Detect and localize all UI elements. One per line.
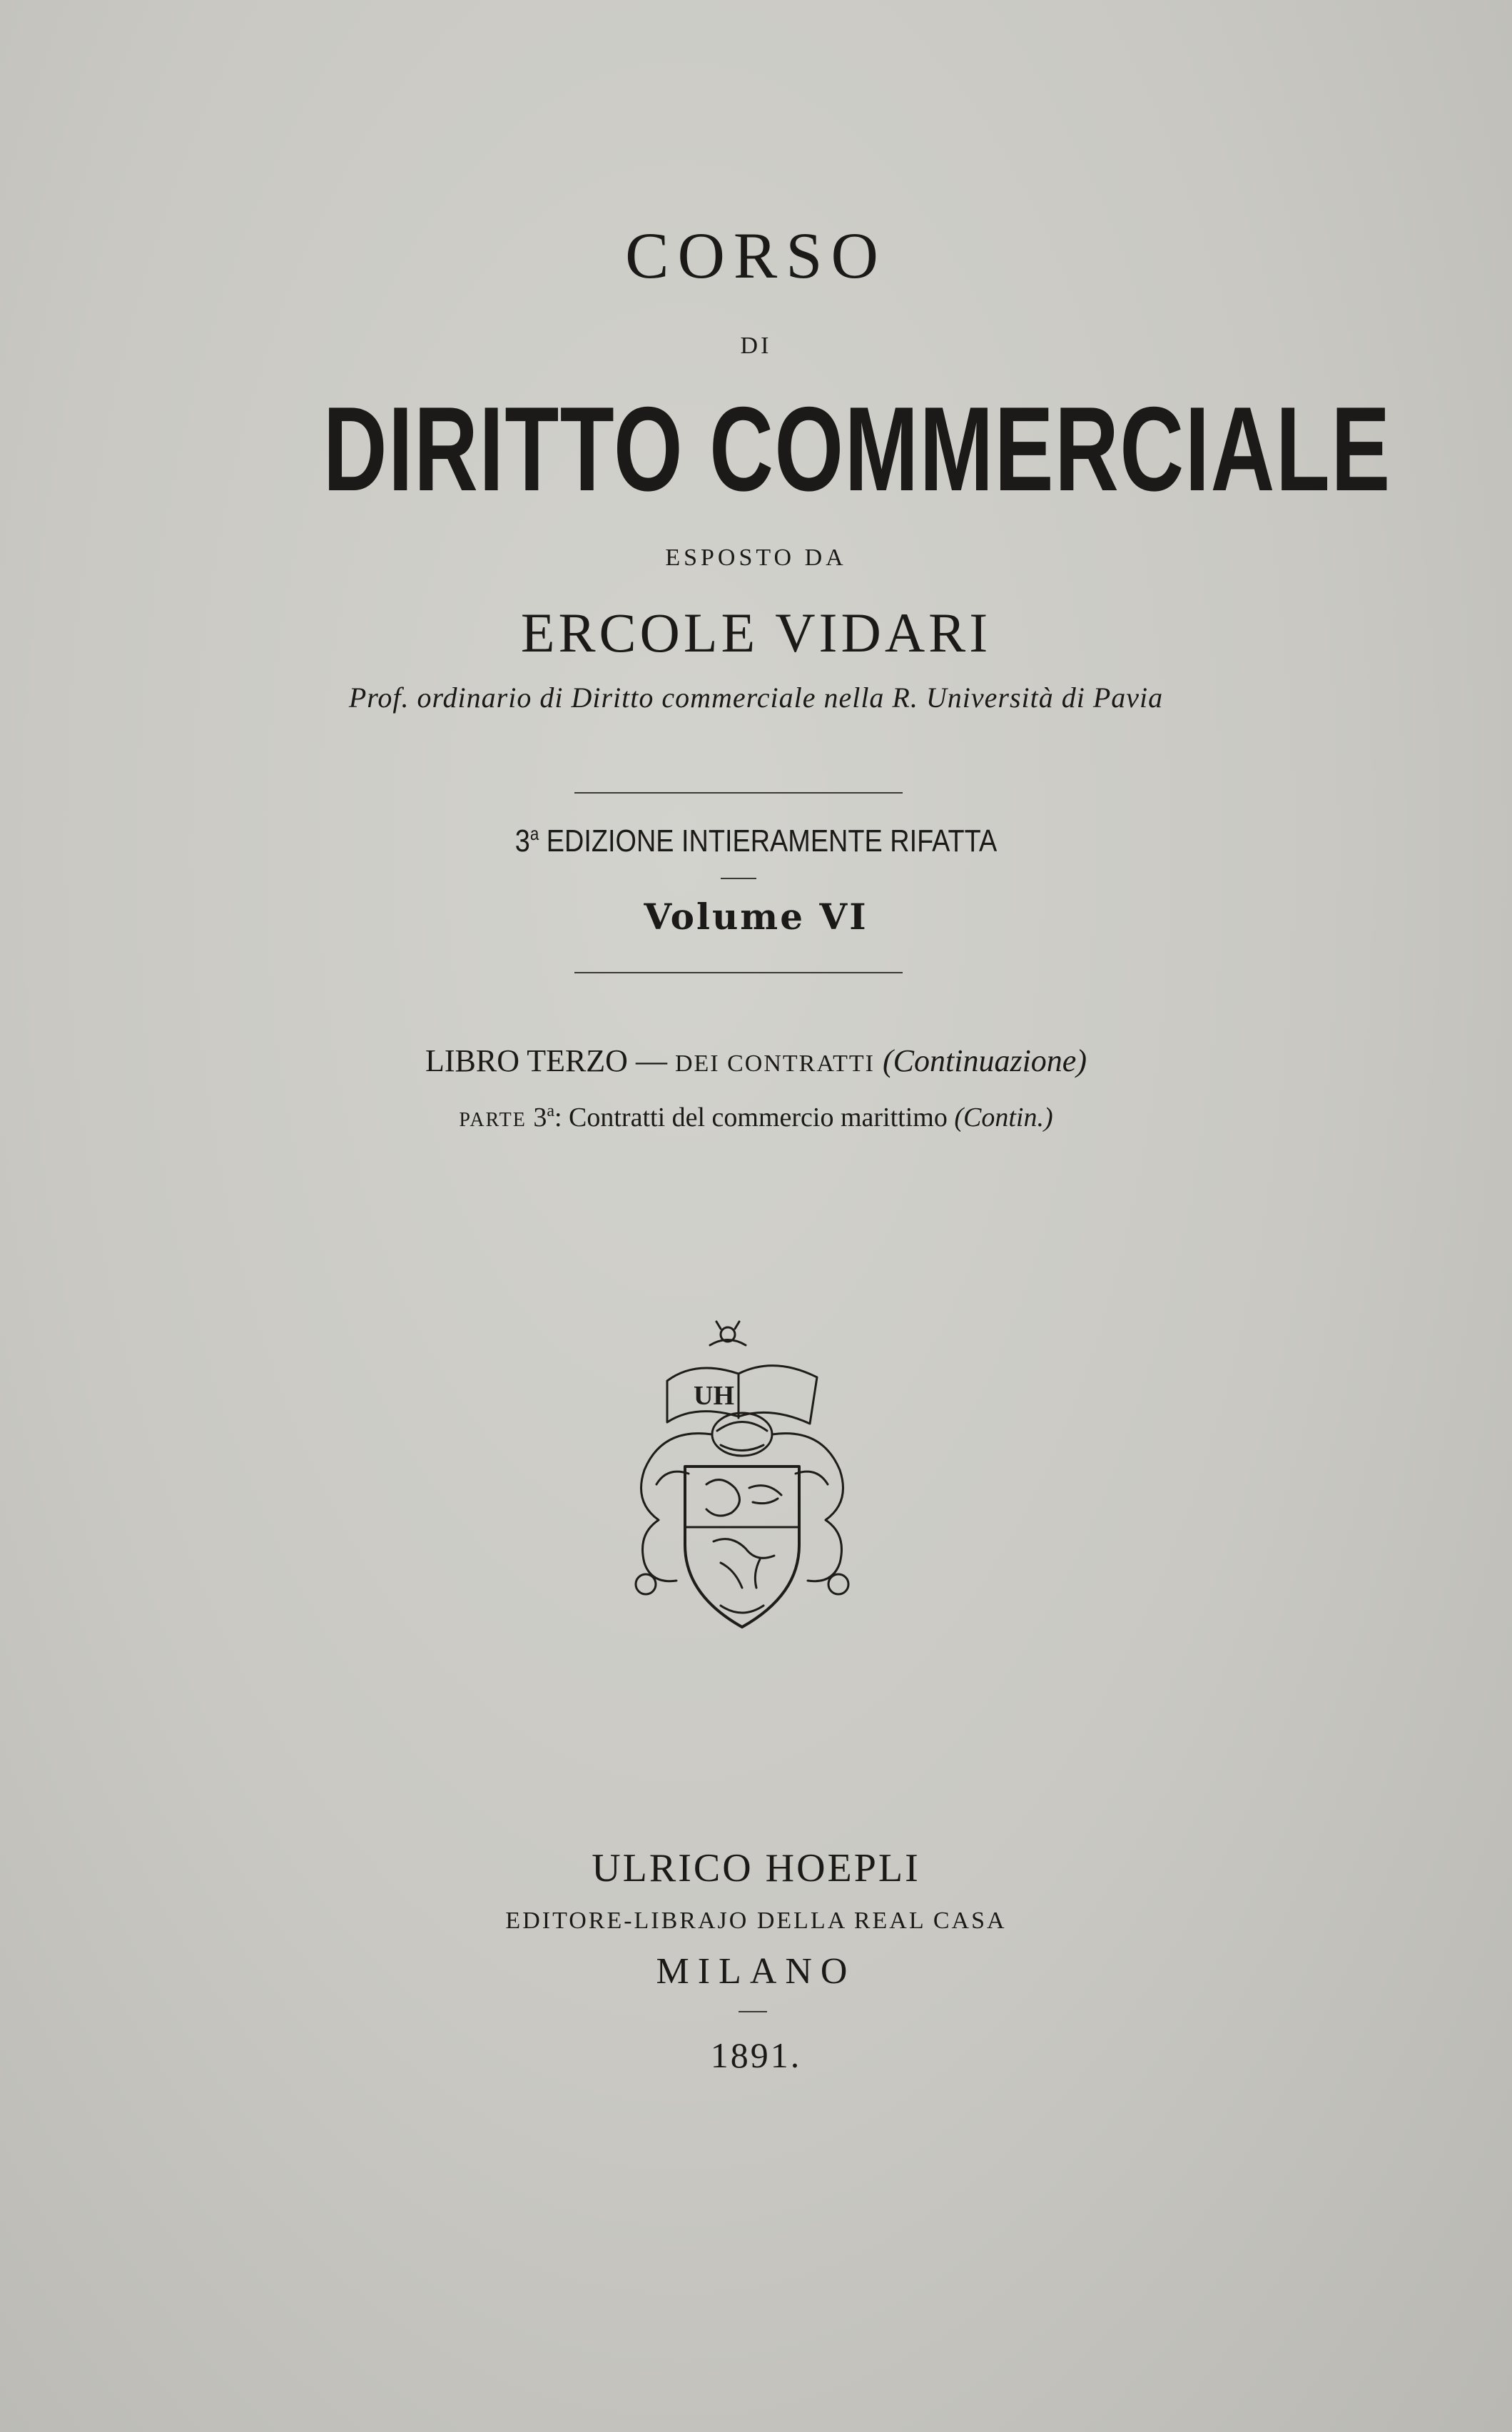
edition-superscript: a — [529, 823, 539, 844]
publisher-name: ULRICO HOEPLI — [592, 1846, 920, 1890]
book-label: LIBRO TERZO — [425, 1043, 628, 1078]
book-separator: — — [627, 1043, 675, 1078]
book-subject: DEI CONTRATTI — [674, 1050, 875, 1077]
byline: ESPOSTO DA — [665, 544, 847, 571]
book-note: (Continuazione) — [875, 1043, 1087, 1078]
publication-city: MILANO — [656, 1951, 856, 1992]
part-subject: : Contratti del commercio marittimo — [554, 1103, 955, 1133]
author-affiliation: Prof. ordinario di Diritto commerciale nella R. Università di Pavia — [348, 682, 1164, 714]
divider-bottom — [574, 972, 903, 973]
part-label: PARTE — [459, 1109, 527, 1131]
part-superscript: a — [547, 1102, 554, 1120]
imprint-dash — [739, 2011, 767, 2012]
short-dash — [721, 878, 756, 879]
book-title: DIRITTO COMMERCIALE — [323, 382, 1391, 516]
publisher-description: EDITORE-LIBRAJO DELLA REAL CASA — [505, 1907, 1007, 1934]
divider-top — [574, 792, 903, 794]
edition-line — [106, 824, 1406, 857]
part-line — [0, 1103, 1512, 1131]
edition-text: EDIZIONE INTIERAMENTE RIFATTA — [539, 824, 998, 858]
part-note: (Contin.) — [954, 1103, 1053, 1133]
publication-year: 1891. — [710, 2035, 802, 2075]
book-section-line — [0, 1045, 1512, 1077]
author-name: ERCOLE VIDARI — [520, 602, 992, 664]
volume-label: Volume VI — [644, 896, 868, 938]
series-heading: CORSO — [625, 219, 887, 292]
edition-number: 3 — [514, 824, 530, 858]
crest-letters: UH — [694, 1381, 734, 1411]
title-connector: DI — [740, 333, 772, 359]
part-number: 3 — [526, 1103, 547, 1133]
publisher-crest-icon — [614, 1313, 871, 1634]
